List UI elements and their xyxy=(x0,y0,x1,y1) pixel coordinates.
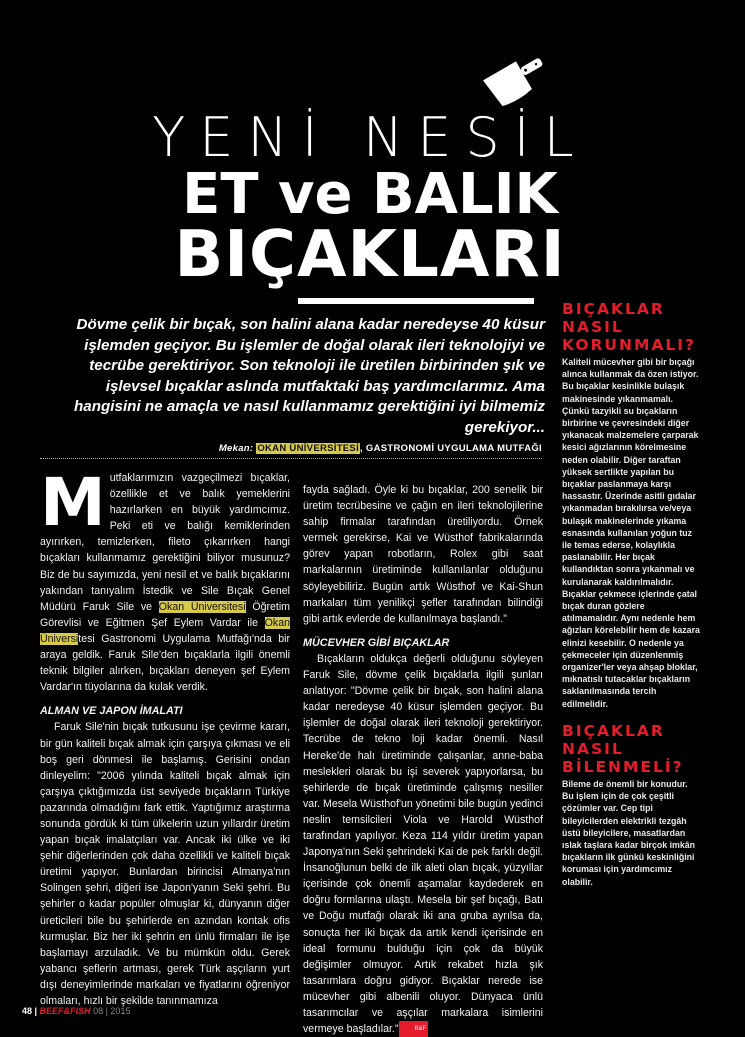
magazine-brand: BEEF&FISH xyxy=(39,1006,91,1016)
body-column-1 xyxy=(40,464,290,1009)
intro-text-a: utfaklarımızın vazgeçilmezi bıçaklar, özellikle et ve balık yemeklerini hazırlarken en büyük yardımcımız. Peki eti ve balığı kemiklerinden ayırırken, temizlerken, fileto çıkarırken hangi bıçakları kullanmamız gerektiğini biliyor musunuz? Biz de bu sayımızda, yeni nesil et ve balık bıçaklarını yakından tanıyalım İstedik ve Sile Bıçak Genel Müdürü Faruk Sile ve xyxy=(40,472,290,613)
title-rule xyxy=(298,298,534,304)
cleaver-icon xyxy=(478,42,550,106)
subhead-alman-japon: ALMAN VE JAPON İMALATI xyxy=(40,705,183,718)
title-line-1: YENİ NESİL xyxy=(152,106,588,169)
page-number: 48 xyxy=(22,1006,33,1016)
intro-text-c: tesi Gastronomi Uygulama Mutfağı'nda bir araya geldik. Faruk Sile'den bıçaklarla ilgili önemli teknik bilgiler alırken, bıçakları deneyen şef Eylem Vardar'ın tüyolarına da kulak verdik. xyxy=(40,632,290,694)
location-credit xyxy=(180,443,542,454)
sidebar xyxy=(562,300,700,900)
issue-date: 08 | 2015 xyxy=(93,1006,131,1016)
subhead-mucevher: MÜCEVHER GİBİ BIÇAKLAR xyxy=(303,636,450,649)
intro-paragraph xyxy=(40,464,290,695)
body-column-2 xyxy=(303,482,543,1037)
title-line-3: BIÇAKLARI xyxy=(174,218,566,292)
highlight-okan-1: Okan Üniversitesi xyxy=(158,600,246,613)
highlight-okan-2: Okan Üniversi xyxy=(40,616,290,645)
credit-rest: , GASTRONOMİ UYGULAMA MUTFAĞI xyxy=(360,443,542,454)
title-line-2: ET ve BALIK xyxy=(182,162,558,227)
sidebar-heading-1: BIÇAKLAR NASIL KORUNMALI? xyxy=(562,300,697,354)
paragraph-4 xyxy=(303,651,543,1037)
divider xyxy=(40,458,542,459)
end-mark: B&F xyxy=(399,1021,429,1037)
page-footer: 48 | BEEF&FISH 08 | 2015 xyxy=(22,1006,131,1016)
sidebar-text-2: Bileme de önemli bir konudur. Bu işlem için de çok çeşitli çözümler var. Cep tipi bileyicilerden elektrikli tezgâh üstü bileyicilere, masatlardan ıslak taşlara kadar birçok imkân bıçakların ilk günkü keskinliğini koruması için yardımcımız olabilir. xyxy=(562,778,696,887)
drop-cap: M xyxy=(40,464,106,541)
sidebar-text-1: Kaliteli mücevher gibi bir bıçağı alınca kullanmak da özen istiyor. Bu bıçaklar kesinlikle bulaşık makinesinde yıkanmamalı. Çünkü tazyikli su bıçakların birbirine ve çevresindeki diğer yıkanacak malzemelere çarparak kesici ağızlarının körelmesine neden olabilir. Diğer taraftan yüksek sertlikte yapılan bu bıçaklar paslanmaya karşı hassastır. Üzerinde asitli gıdalar yıkanmadan bırakılırsa ve/veya bulaşık makinelerinde yıkama esnasında kullanılan yoğun tuz ile temas ederse, kolaylıkla paslanabilir. Her bıçak kullandıktan sonra yıkanmalı ve kurulanarak kaldırılmalıdır. Bıçaklar çekmece içlerinde çatal bıçak duran gözlere atılmamalıdır. Aynı nedenle hem ağızları körelebilir hem de kazara elinizi kesebilir. O nedenle ya çekmeceler için düzenlenmiş organizer'ler veya ahşap bloklar, mıknatıslı tutacaklar bıçakların saklanılmasında tercih edilmelidir. xyxy=(562,357,700,709)
credit-venue: OKAN ÜNİVERSİTESİ xyxy=(257,443,360,454)
intro-text-b: Öğretim Görevlisi ve Eğitmen Şef Eylem Vardar ile xyxy=(40,600,290,629)
lead-paragraph: Dövme çelik bir bıçak, son halini alana kadar neredeyse 40 küsur işlemden geçiyor. Bu işlemler de doğal olarak ileri teknolojiyi ve tecrübe gerektiriyor. Son teknoloji ile üretilen birbirinden şık ve işlevsel bıçaklar aslında mutfaktaki baş yardımcılarımız. Ama hangisini ne amaçla ve nasıl kullanmamız gerektiğini iyi bilmemiz gerekiyor... xyxy=(74,316,545,436)
sidebar-heading-2: BIÇAKLAR NASIL BİLENMELİ? xyxy=(562,721,684,776)
credit-label: Mekan: xyxy=(218,443,254,454)
paragraph-4-text: Bıçakların oldukça değerli olduğunu söyleyen Faruk Sile, dövme çelik bıçaklarla ilgili şunları anlatıyor: "Dövme çelik bir bıçak, son halini alana kadar neredeyse 40 küsur işlemden geçiyor. Bu işlemler de doğal olarak ileri teknoloji gerektiriyor. Tecrübe de tekno loji kadar önemli. Nasıl Hereke'de halı üretiminde çalışanlar, anne-baba meslekleri olarak bu işi severek yapıyorlarsa, bu şehirlerde de bıçak üretiminde çalışmış nesiller var. Mesela Wüsthof'un yönetimi bile bugün yedinci neslin temsilcileri Viola ve Harold Wüsthof tarafından yapılıyor. Keza 114 yıldır üretim yapan Japonya'nın Seki şehrindeki Kai de pek farklı değil. İnsanoğlunun belki de ilk aleti olan bıçak, yüzyıllar içerisinde çok önemli aşamalar kaydederek en doğru formlarına ulaştı. Mesela bir şef bıçağı, Batı ve Doğu mutfağı olarak iki ana gruba ayrılsa da, sonuçta her iki bıçak da artık kendi içerisinde en ideal formunu bulduğu için çok da büyük değişimler olmuyor. Artık rekabet hızla şık tasarımlara doğru gidiyor. Bıçaklar nerede ise mücevher gibi albenili oluyor. Dünyaca ünlü tasarımcılar ve aşçılar markalara isimlerini vermeye başladılar." xyxy=(303,652,543,1036)
paragraph-2: Faruk Sile'nin bıçak tutkusunu işe çevirme kararı, bir gün kaliteli bıçak almak için çarşıya çıkması ve eli boş geri dönmesi ile başlamış. Gerisini ondan dinleyelim: "2006 yılında kaliteli bıçak almak için çarşıya çıktığımızda üst seviyede bıçakların Türkiye pazarında olmadığını fark ettik. Yaptığımız araştırma sonunda gördük ki tüm ülkelerin uzun yıllardır üretim yapan bıçak imalatçıları var. Ancak iki ülke ve iki şehir diğerlerinden çok daha özellikli ve kaliteli bıçak üretimi yapıyor. Bunlardan birincisi Almanya'nın Solingen şehri, diğeri ise Japon'yanın Seki şehri. Bu şehirler o kadar popüler olmuşlar ki, dünyanın diğer üreticileri bile bu şehirlerde en azından kontak ofis kurmuşlar. Biz her iki şehrin en ünlü firmaları ile işe başlamayı arzuladık. Ve bu mümkün oldu. Gerek yabancı şeflerin artması, gerek Türk aşçıların yurt dışı deneyimlerinde markaları ve fiyatlarını öğreniyor olmaları, hızlı bir şekilde tanınmamıza xyxy=(40,721,290,1007)
paragraph-3: fayda sağladı. Öyle ki bu bıçaklar, 200 senelik bir üretim tecrübesine ve çağın en ileri teknolojilerine sahip firmalar tarafından üretiliyordu. Örnek vermek gerekirse, Kai ve Wüsthof fabrikalarında görev yapan robotların, Rolex gibi saat markalarının üretiminde kullanılanlar olduğunu söyleyebiliriz. Bugün artık Wüsthof ve Kai-Shun markaları tüm yenilikçi şefler tarafından bilindiği gibi artık evlerde de kullanılmaya başlandı." xyxy=(303,484,543,625)
